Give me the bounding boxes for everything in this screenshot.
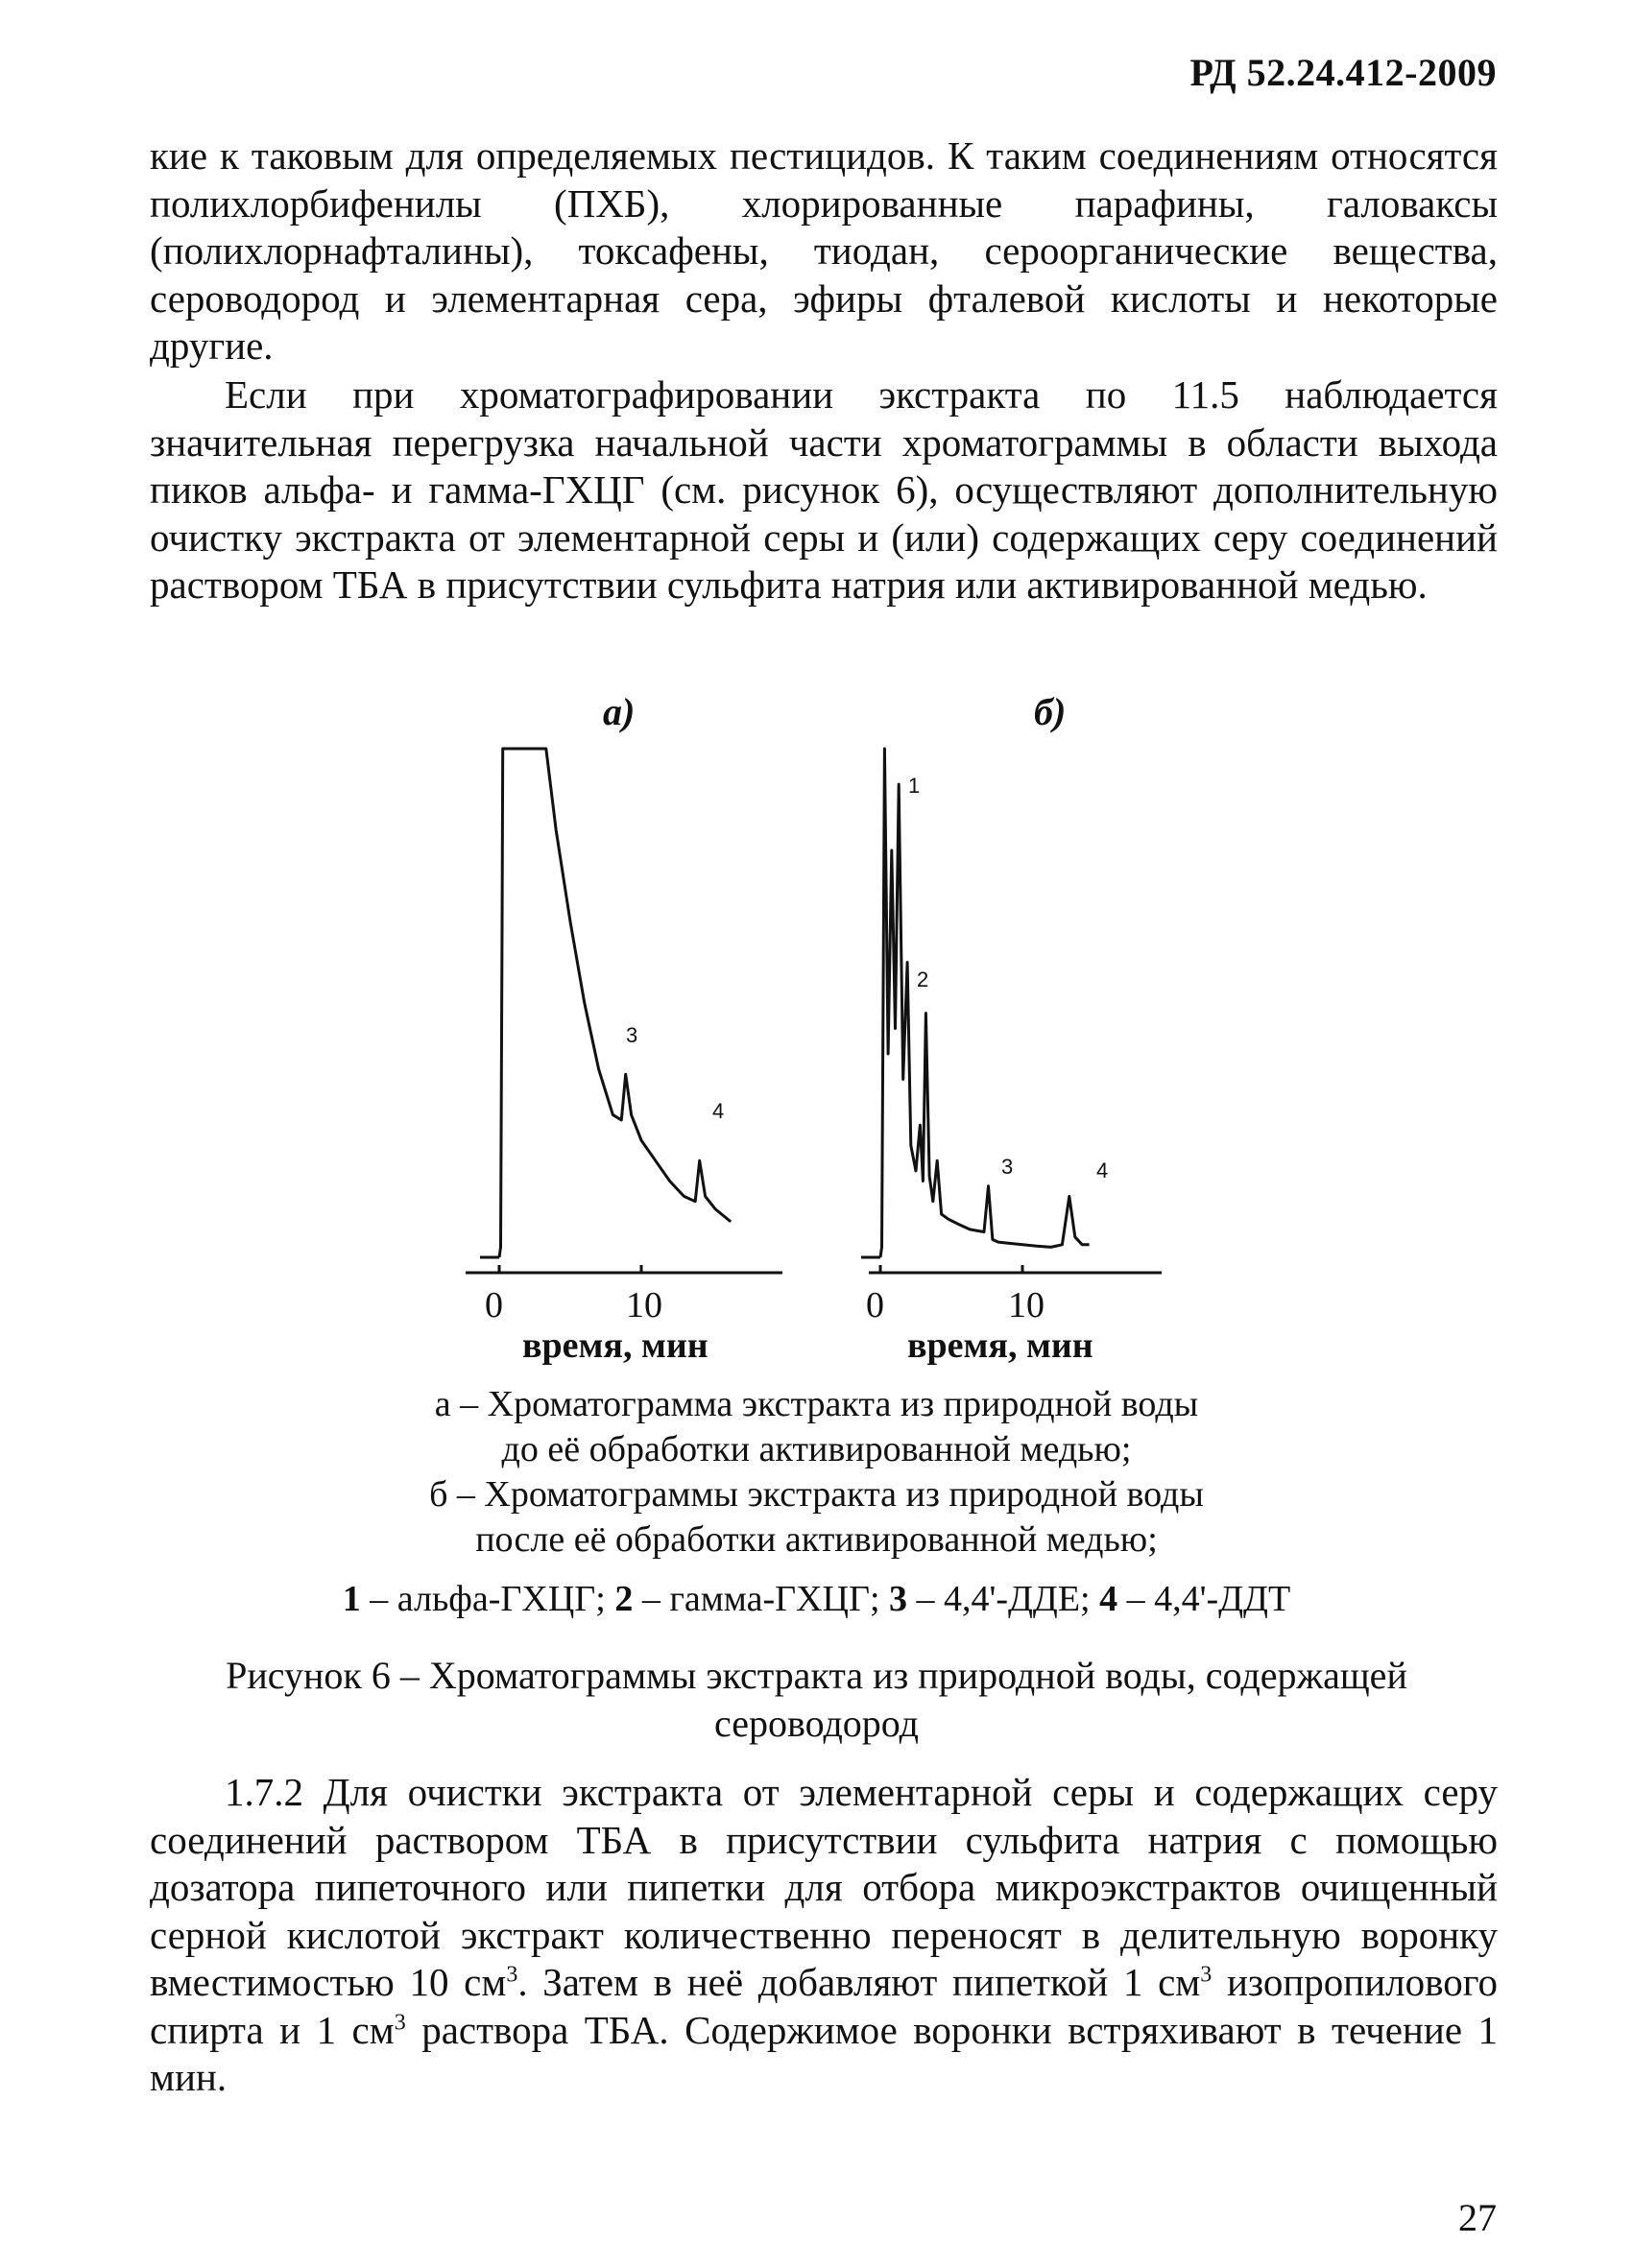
panel-b-chromatogram-trace (880, 749, 1090, 1257)
panel-a-tick-10: 10 (626, 1285, 662, 1325)
legend-text-1: – альфа-ГХЦГ; (360, 1579, 615, 1619)
chromatogram-svg (0, 662, 1633, 1401)
panel-a-tick-0: 0 (485, 1285, 503, 1325)
p3-text-3: изопропилового спирта и 1 см (150, 1960, 1498, 2052)
panel-a-axis-title: время, мин (522, 1325, 708, 1366)
legend-num-3: 3 (889, 1579, 907, 1619)
panel-b-peak-1-label: 1 (908, 774, 921, 798)
legend-num-4: 4 (1099, 1579, 1118, 1619)
figure-title-line-2: сероводород (713, 1702, 919, 1745)
panel-a-chromatogram-trace (499, 749, 731, 1257)
caption-b-line-2: после её обработки активированной медью; (475, 1519, 1158, 1560)
p3-sup-1: 3 (506, 1962, 518, 1988)
legend-text-2: – гамма-ГХЦГ; (633, 1579, 889, 1619)
caption-b-line-1: б – Хроматограммы экстракта из природной воды (429, 1474, 1204, 1515)
p3-sup-2: 3 (1200, 1962, 1213, 1988)
panel-a-letter: а) (603, 690, 636, 733)
panel-b-peak-2-label: 2 (917, 967, 929, 991)
paragraph-continued: кие к таковым для определяемых пестицидов. К таким соединениям относятся полихлорбифенилы (ПХБ), хлорированные парафины, галоваксы (полихлорнафталины), токсафены, тиодан, сероорганические вещества, сероводород и элементарная сера, эфиры фталевой кислоты и некоторые другие. (150, 133, 1498, 368)
paragraph-sulfur-cleanup (150, 371, 1498, 609)
panel-b-tick-0: 0 (866, 1285, 884, 1325)
paragraph-sulfur-cleanup-text: Если при хроматографировании экстракта по 11.5 наблюдается значительная перегрузка начальной части хроматограммы в области выхода пиков альфа- и гамма-ГХЦГ (см. рисунок 6), осуществляют дополнительную очистку экстракта от элементарной серы и (или) содержащих серу соединений раствором ТБА в присутствии сульфита натрия или активированной медью. (150, 372, 1498, 607)
legend-num-1: 1 (342, 1579, 361, 1619)
caption-a-line-2: до её обработки активированной медью; (501, 1429, 1132, 1469)
legend-num-2: 2 (614, 1579, 634, 1619)
caption-a-line-1: а – Хроматограмма экстракта из природной воды (434, 1384, 1199, 1424)
legend-text-4: – 4,4'-ДДТ (1117, 1579, 1291, 1619)
panel-b-peak-3-label: 3 (1001, 1155, 1014, 1179)
figure-panel-descriptions (0, 1382, 1633, 1563)
panel-a-peak-4-label: 4 (712, 1099, 725, 1123)
p3-text-2: . Затем в неё добавляют пипеткой 1 см (517, 1960, 1201, 2004)
panel-b-axis-title: время, мин (907, 1325, 1093, 1366)
p3-sup-3: 3 (394, 2009, 406, 2035)
figure-title-line-1: Рисунок 6 – Хроматограммы экстракта из природной воды, содержащей (226, 1654, 1407, 1697)
document-code-header: РД 52.24.412-2009 (1189, 51, 1497, 94)
panel-b-peak-4-label: 4 (1096, 1158, 1109, 1182)
panel-a-peak-3-label: 3 (626, 1023, 638, 1047)
figure-6-chromatograms (0, 662, 1633, 1401)
p3-text-1: 1.7.2 Для очистки экстракта от элементарной серы и содержащих серу соединений раствором ТБА в присутствии сульфита натрия с помощью дозатора пипеточного или пипетки для отбора микроэкстрактов очищенный серной кислотой экстракт количественно переносят в делительную воронку вместимостью 10 см (150, 1770, 1498, 2004)
panel-b-tick-10: 10 (1008, 1285, 1045, 1325)
figure-title (0, 1652, 1633, 1748)
peak-legend (0, 1577, 1633, 1622)
legend-text-3: – 4,4'-ДДЕ; (907, 1579, 1100, 1619)
panel-b-letter: б) (1034, 690, 1067, 733)
p3-text-4: раствора ТБА. Содержимое воронки встряхивают в течение 1 мин. (150, 2007, 1498, 2099)
paragraph-1-7-2 (150, 1769, 1498, 2102)
page-number: 27 (1458, 2196, 1497, 2239)
